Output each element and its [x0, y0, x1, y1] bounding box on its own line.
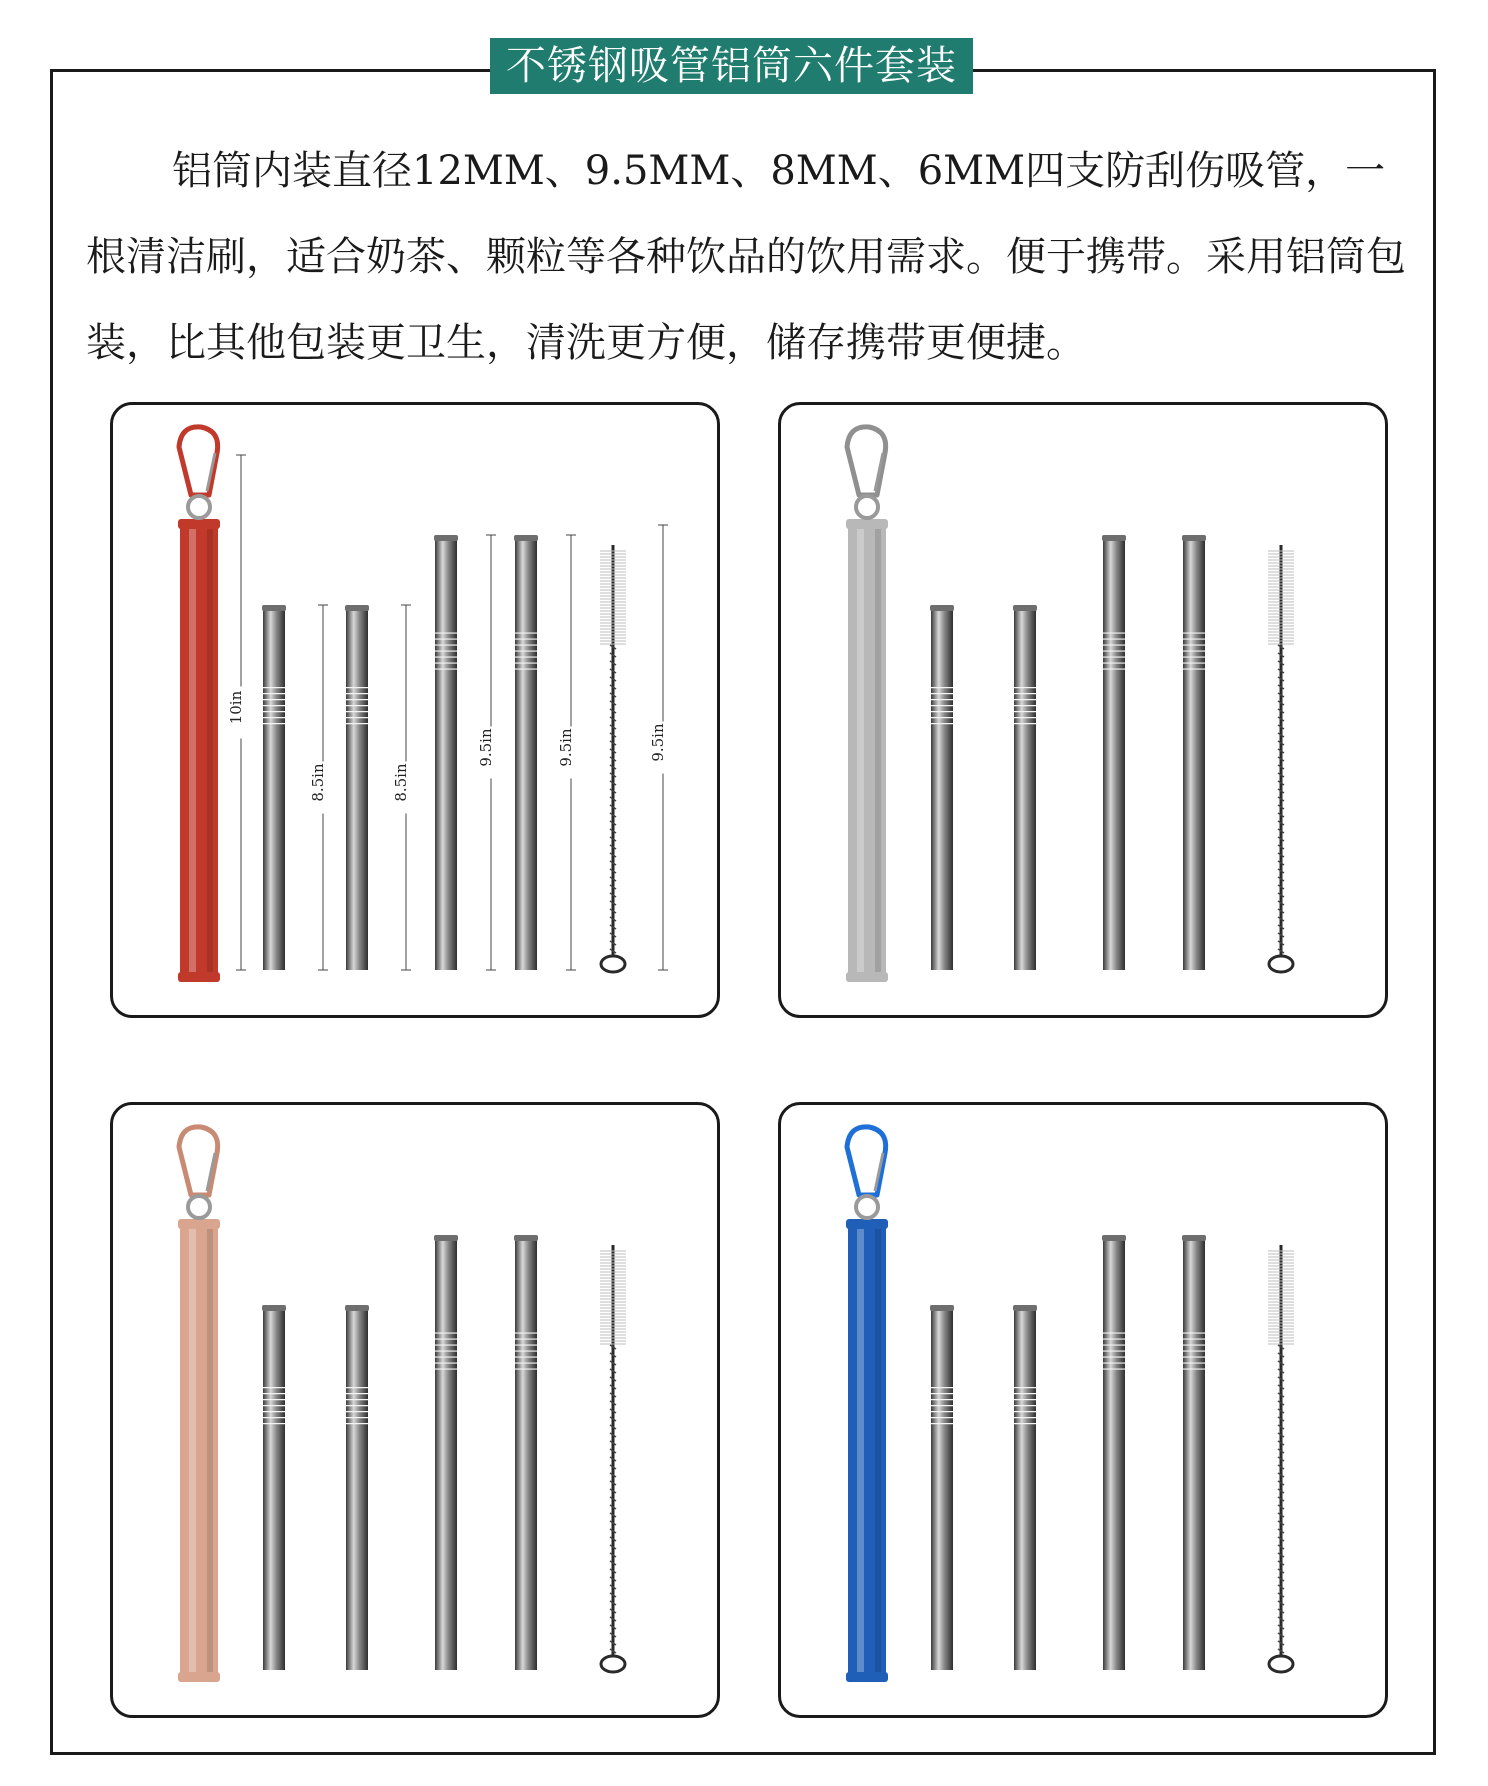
straw-1 — [930, 1305, 954, 1670]
straw-2 — [345, 605, 369, 970]
product-panel-rose-gold — [110, 1102, 720, 1718]
straw-1 — [930, 605, 954, 970]
straw-2 — [1013, 605, 1037, 970]
straw-4 — [1182, 535, 1206, 970]
cleaning-brush — [600, 1245, 626, 1672]
dimension-label: 9.5in — [649, 723, 667, 762]
cleaning-brush — [1268, 1245, 1294, 1672]
straw-2 — [1013, 1305, 1037, 1670]
straw-2 — [345, 1305, 369, 1670]
aluminum-case — [178, 519, 220, 982]
dimension-label: 9.5in — [557, 728, 575, 767]
carabiner-clip-icon — [179, 427, 218, 518]
straw-3 — [434, 1235, 458, 1670]
carabiner-clip-icon — [179, 1127, 218, 1218]
dimension-line — [227, 455, 250, 970]
product-panel-red — [110, 402, 720, 1018]
aluminum-case — [846, 1219, 888, 1682]
straw-4 — [514, 535, 538, 970]
carabiner-clip-icon — [847, 427, 886, 518]
straw-3 — [1102, 535, 1126, 970]
dimension-line — [392, 605, 415, 970]
dimension-line — [649, 525, 672, 970]
dimension-label: 10in — [227, 690, 245, 725]
aluminum-case — [846, 519, 888, 982]
carabiner-clip-icon — [847, 1127, 886, 1218]
straw-3 — [1102, 1235, 1126, 1670]
dimension-line — [477, 535, 500, 970]
straw-1 — [262, 605, 286, 970]
straw-3 — [434, 535, 458, 970]
dimension-label: 8.5in — [392, 763, 410, 802]
straw-4 — [514, 1235, 538, 1670]
title-banner: 不锈钢吸管铝筒六件套装 — [490, 38, 973, 94]
product-description: 铝筒内装直径12MM、9.5MM、8MM、6MM四支防刮伤吸管，一根清洁刷，适合奶茶、颗粒等各种饮品的饮用需求。便于携带。采用铝筒包装，比其他包装更卫生，清洗更方便，储存携带更便捷。 — [86, 148, 1406, 366]
dimension-label: 8.5in — [309, 763, 327, 802]
cleaning-brush — [600, 545, 626, 972]
dimension-label: 9.5in — [477, 728, 495, 767]
product-panel-silver — [778, 402, 1388, 1018]
dimension-line — [557, 535, 580, 970]
straw-1 — [262, 1305, 286, 1670]
straw-4 — [1182, 1235, 1206, 1670]
aluminum-case — [178, 1219, 220, 1682]
dimension-line — [309, 605, 332, 970]
cleaning-brush — [1268, 545, 1294, 972]
product-panel-blue — [778, 1102, 1388, 1718]
